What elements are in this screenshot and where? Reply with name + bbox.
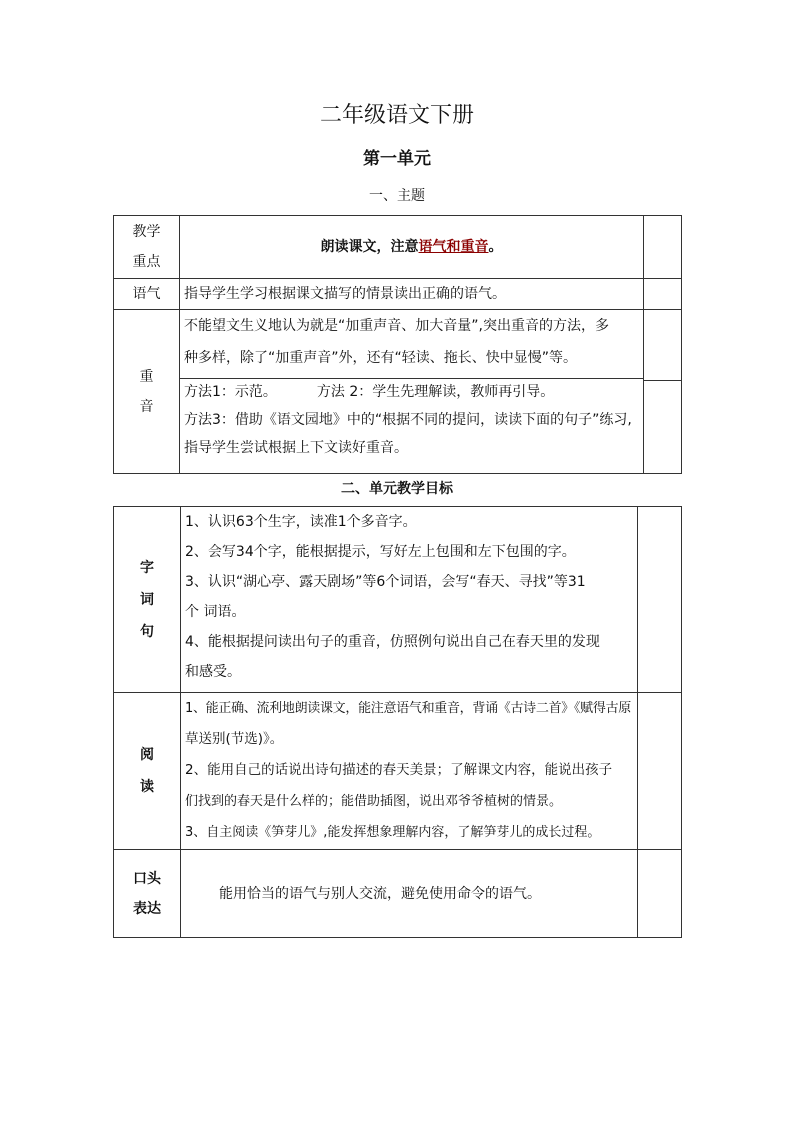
- teaching-focus-text: 朗读课文，注意语气和重音。: [180, 216, 644, 279]
- stress-content: 不能望文生义地认为就是“加重声音、加大音量”,突出重音的方法，多 种多样，除了“加重声音”外，还有“轻读、拖长、快中显慢”等。 方法1：示范。 方法 2：学生先理解读，教师再引导。 方法3：借助《语文园地》中的“根据不同的提问，读读下面的句子”练习, 指导学生尝试根据上下文读好重音。: [180, 310, 644, 474]
- empty-cell: [638, 693, 682, 850]
- label-oral-expression: 口头 表达: [114, 850, 181, 938]
- oral-expression-goal: 能用恰当的语气与别人交流，避免使用命令的语气。: [181, 850, 638, 938]
- empty-cell: [644, 216, 682, 279]
- table-row: [114, 310, 682, 474]
- table-row: [114, 850, 682, 938]
- section-heading-theme: 一、主题: [369, 188, 425, 204]
- table-row: [114, 693, 682, 850]
- section-heading-goals: 二、单元教学目标: [341, 481, 453, 497]
- char-word-sentence-goals: 1、认识63个生字，读准1个多音字。 2、会写34个字，能根据提示，写好左上包围和左下包围的字。 3、认识“湖心亭、露天剧场”等6个词语，会写“春天、寻找”等31 个 词语。 4、能根据提问读出句子的重音，仿照例句说出自己在春天里的发现 和感受。: [181, 507, 638, 693]
- label-char-word-sentence: 字 词 句: [114, 507, 181, 693]
- empty-cell: [638, 507, 682, 693]
- table-row: [114, 279, 682, 310]
- theme-table: [113, 215, 682, 474]
- label-tone: 语气: [114, 279, 180, 310]
- label-stress: 重 音: [114, 310, 180, 474]
- empty-cell: [644, 310, 682, 474]
- label-teaching-focus: 教学 重点: [114, 216, 180, 279]
- goals-table: [113, 506, 682, 938]
- unit-heading: 第一单元: [363, 149, 431, 169]
- stress-methods-1-2: 方法1：示范。 方法 2：学生先理解读，教师再引导。: [180, 378, 643, 406]
- document-title: 二年级语文下册: [319, 103, 474, 128]
- reading-goals: 1、能正确、流利地朗读课文，能注意语气和重音，背诵《古诗二首》《赋得古原 草送别(节选)》。 2、能用自己的话说出诗句描述的春天美景；了解课文内容，能说出孩子 们找到的春天是什么样的；能借助插图，说出邓爷爷植树的情景。 3、自主阅读《笋芽儿》,能发挥想象理解内容，了解笋芽儿的成长过程。: [181, 693, 638, 850]
- table-row: [114, 216, 682, 279]
- tone-text: 指导学生学习根据课文描写的情景读出正确的语气。: [180, 279, 644, 310]
- empty-cell: [644, 279, 682, 310]
- empty-cell: [638, 850, 682, 938]
- label-reading: 阅 读: [114, 693, 181, 850]
- table-row: [114, 507, 682, 693]
